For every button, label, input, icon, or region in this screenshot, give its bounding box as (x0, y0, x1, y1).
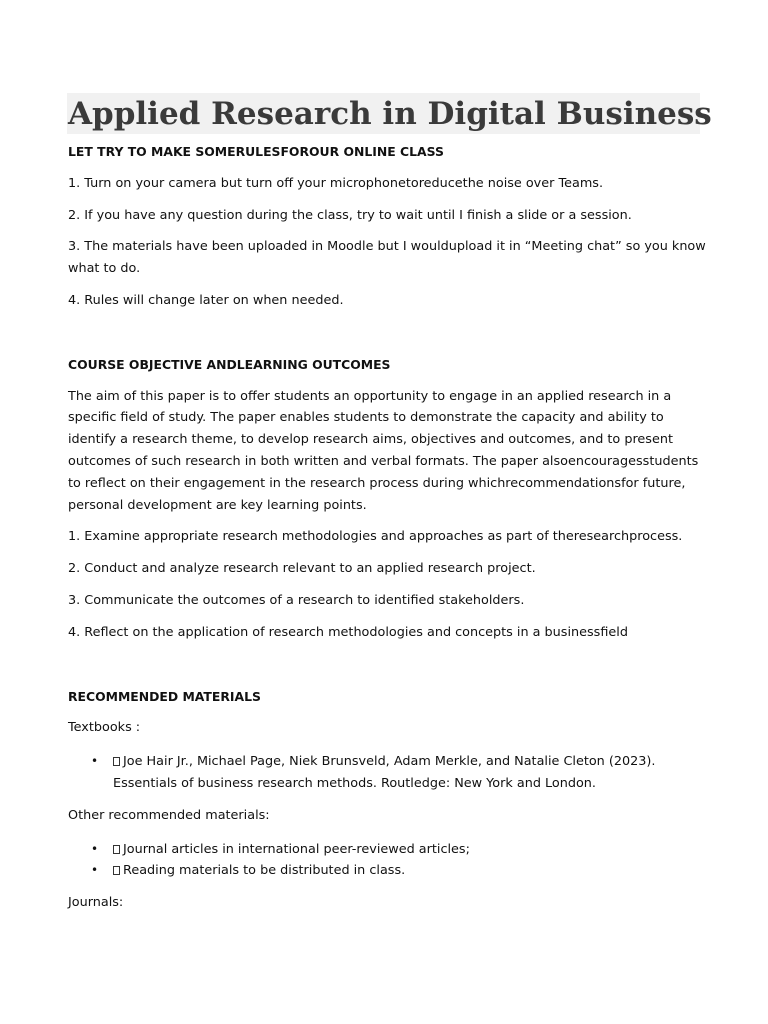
outcome-item: 2. Conduct and analyze research relevant to an applied research project. (68, 561, 536, 577)
bullet-icon: • (91, 863, 99, 878)
list-item (91, 860, 708, 882)
materials-heading: RECOMMENDED MATERIALS (68, 688, 261, 704)
document-title: Applied Research in Digital Business (68, 96, 712, 132)
missing-glyph-icon (113, 757, 120, 766)
textbook-entry: Joe Hair Jr., Michael Page, Niek Brunsveld, Adam Merkle, and Natalie Cleton (2023). Essentials of business research methods. Routledge: New York and London. (113, 754, 656, 791)
objectives-intro: The aim of this paper is to offer students an opportunity to engage in an applied research in a specific field of study. The paper enables students to demonstrate the capacity and ability to identify a research theme, to develop research aims, objectives and outcomes, and to present outcomes of such research in both written and verbal formats. The paper alsoencouragesstudents to reflect on their engagement in the research process during whichrecommendationsfor future, personal development are key learning points. (68, 388, 699, 513)
objectives-heading: COURSE OBJECTIVE ANDLEARNING OUTCOMES (68, 356, 391, 372)
outcome-item: 1. Examine appropriate research methodologies and approaches as part of theresearchprocess. (68, 529, 683, 545)
material-entry: Reading materials to be distributed in class. (123, 863, 406, 879)
journals-label: Journals: (68, 895, 124, 911)
rules-item: 4. Rules will change later on when needed. (68, 292, 344, 308)
list-item (91, 839, 708, 861)
rules-item: 3. The materials have been uploaded in Moodle but I wouldupload it in “Meeting chat” so you know what to do. (68, 239, 706, 277)
textbooks-list (68, 751, 708, 795)
rules-heading: LET TRY TO MAKE SOMERULESFOROUR ONLINE CLASS (68, 144, 444, 159)
outcome-item: 3. Communicate the outcomes of a research to identified stakeholders. (68, 592, 525, 608)
document-body (68, 141, 708, 914)
list-item (91, 751, 708, 795)
material-entry: Journal articles in international peer-reviewed articles; (123, 841, 470, 857)
other-materials-label: Other recommended materials: (68, 807, 270, 823)
missing-glyph-icon (113, 845, 120, 854)
outcome-item: 4. Reflect on the application of research methodologies and concepts in a businessfield (68, 624, 628, 640)
textbooks-label: Textbooks : (68, 720, 141, 736)
other-materials-list (68, 839, 708, 883)
bullet-icon: • (91, 754, 99, 769)
rules-item: 1. Turn on your camera but turn off your microphonetoreducethe noise over Teams. (68, 175, 604, 191)
bullet-icon: • (91, 841, 99, 856)
rules-item: 2. If you have any question during the class, try to wait until I finish a slide or a session. (68, 207, 632, 223)
missing-glyph-icon (113, 866, 120, 875)
